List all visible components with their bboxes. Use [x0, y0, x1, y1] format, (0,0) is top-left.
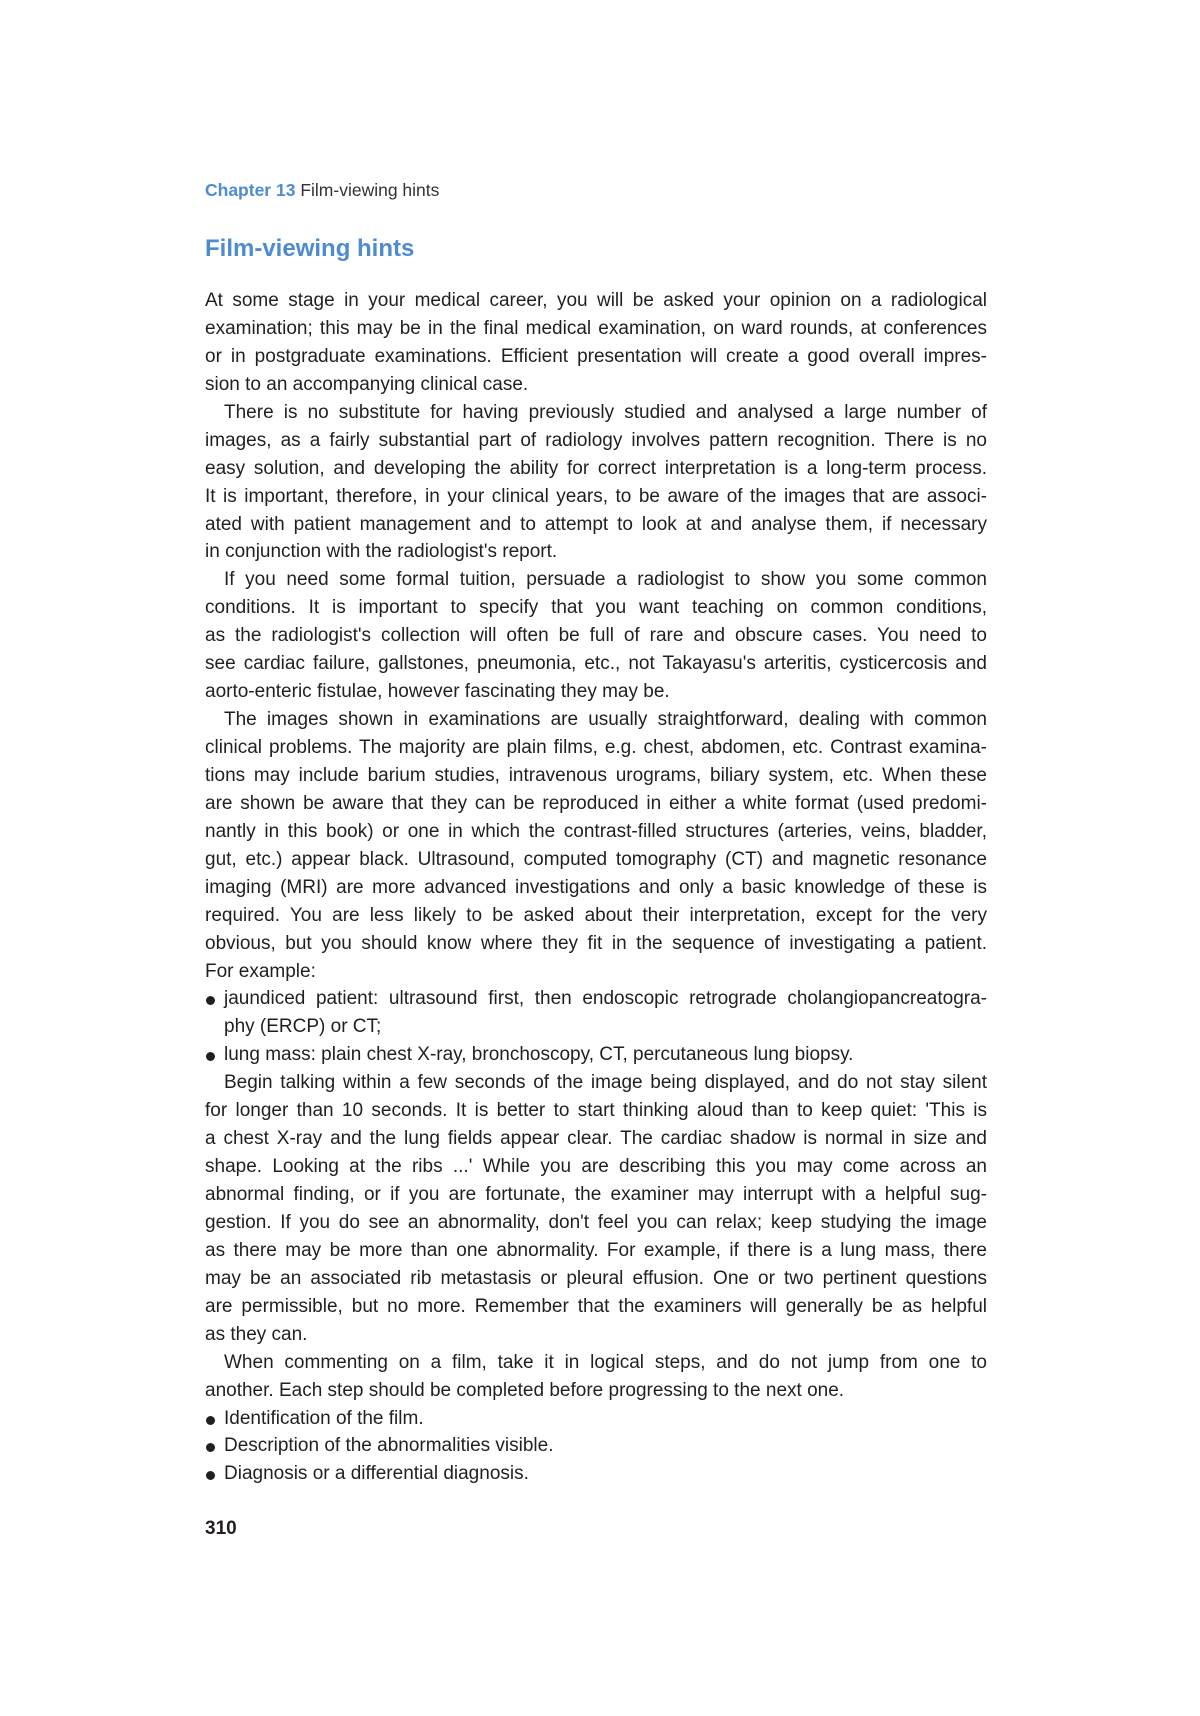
- text-line: as the radiologist's collection will often be full of rare and obscure cases. You need to: [205, 625, 987, 647]
- list-item-text: jaundiced patient: ultrasound first, then endoscopic retrograde cholangiopancreatogra-: [224, 988, 987, 1010]
- text-line: or in postgraduate examinations. Efficient presentation will create a good overall impres-: [205, 345, 987, 367]
- text-line: for longer than 10 seconds. It is better to start thinking aloud than to keep quiet: 'This is: [205, 1100, 987, 1122]
- list-item-text: Identification of the film.: [224, 1407, 424, 1429]
- text-line: easy solution, and developing the ability for correct interpretation is a long-term process.: [205, 457, 987, 479]
- text-line: as they can.: [205, 1323, 308, 1345]
- body-text: [205, 287, 987, 1488]
- text-line: abnormal finding, or if you are fortunate, the examiner may interrupt with a helpful sug-: [205, 1184, 987, 1205]
- text-line: Begin talking within a few seconds of the image being displayed, and do not stay silent: [224, 1072, 987, 1094]
- paragraph: [205, 1069, 987, 1348]
- text-line: When commenting on a film, take it in logical steps, and do not jump from one to: [224, 1351, 987, 1373]
- text-line: are permissible, but no more. Remember that the examiners will generally be as helpful: [205, 1295, 987, 1317]
- text-line: ated with patient management and to attempt to look at and analyse them, if necessary: [205, 513, 987, 535]
- text-line: obvious, but you should know where they fit in the sequence of investigating a patient.: [205, 932, 987, 954]
- paragraph: [205, 287, 987, 399]
- list-item-text: Diagnosis or a differential diagnosis.: [224, 1463, 529, 1485]
- list-item: [205, 985, 987, 1041]
- text-line: For example:: [205, 960, 316, 982]
- text-line: tions may include barium studies, intravenous urograms, biliary system, etc. When these: [205, 764, 987, 786]
- text-line: shape. Looking at the ribs ...' While you are describing this you may come across an: [205, 1156, 987, 1178]
- list-item-line: [205, 1041, 987, 1069]
- bullet-icon: [206, 996, 215, 1005]
- text-line: see cardiac failure, gallstones, pneumonia, etc., not Takayasu's arteritis, cysticercosis and: [205, 653, 987, 675]
- text-line: are shown be aware that they can be reproduced in either a white format (used predomi-: [205, 792, 987, 814]
- text-line: At some stage in your medical career, you will be asked your opinion on a radiological: [205, 290, 987, 311]
- text-line: If you need some formal tuition, persuade a radiologist to show you some common: [224, 569, 987, 591]
- bullet-list: [205, 1405, 987, 1489]
- text-line: There is no substitute for having previously studied and analysed a large number of: [224, 401, 987, 423]
- section-title: Film-viewing hints: [205, 235, 415, 262]
- text-line: conditions. It is important to specify that you want teaching on common conditions,: [205, 597, 987, 619]
- text-line: may be an associated rib metastasis or pleural effusion. One or two pertinent questions: [205, 1267, 987, 1289]
- bullet-icon: [206, 1052, 215, 1061]
- text-line: gestion. If you do see an abnormality, don't feel you can relax; keep studying the image: [205, 1211, 987, 1233]
- bullet-icon: [206, 1416, 215, 1425]
- paragraph: [205, 399, 987, 567]
- text-line: It is important, therefore, in your clinical years, to be aware of the images that are associ-: [205, 485, 987, 507]
- text-line: imaging (MRI) are more advanced investigations and only a basic knowledge of these is: [205, 876, 987, 898]
- text-line: required. You are less likely to be asked about their interpretation, except for the very: [205, 904, 987, 926]
- bullet-icon: [206, 1471, 215, 1480]
- list-item: [205, 1460, 987, 1488]
- text-line: another. Each step should be completed before progressing to the next one.: [205, 1379, 845, 1401]
- bullet-icon: [206, 1443, 215, 1452]
- chapter-title: Film-viewing hints: [300, 180, 440, 200]
- text-line: examination; this may be in the final medical examination, on ward rounds, at conferences: [205, 317, 987, 339]
- text-line: nantly in this book) or one in which the contrast-filled structures (arteries, veins, bladder,: [205, 820, 987, 842]
- text-line: images, as a fairly substantial part of radiology involves pattern recognition. There is no: [205, 429, 987, 451]
- list-item-text: lung mass: plain chest X-ray, bronchoscopy, CT, percutaneous lung biopsy.: [224, 1044, 854, 1066]
- bullet-list: [205, 985, 987, 1069]
- text-line: The images shown in examinations are usually straightforward, dealing with common: [224, 709, 987, 731]
- paragraph: [205, 706, 987, 985]
- text-line: in conjunction with the radiologist's report.: [205, 541, 558, 563]
- text-line: clinical problems. The majority are plain films, e.g. chest, abdomen, etc. Contrast examina-: [205, 737, 987, 758]
- text-line: sion to an accompanying clinical case.: [205, 373, 529, 395]
- text-line: as there may be more than one abnormality. For example, if there is a lung mass, there: [205, 1239, 987, 1261]
- list-item: [205, 1041, 987, 1069]
- text-line: aorto-enteric fistulae, however fascinating they may be.: [205, 681, 670, 703]
- chapter-label: Chapter 13: [205, 180, 296, 200]
- list-item-line: phy (ERCP) or CT;: [224, 1016, 382, 1038]
- list-item-line: [205, 985, 987, 1013]
- page-number: 310: [205, 1518, 237, 1539]
- text-line: gut, etc.) appear black. Ultrasound, computed tomography (CT) and magnetic resonance: [205, 848, 987, 870]
- paragraph: [205, 1349, 987, 1405]
- list-item: [205, 1432, 987, 1460]
- list-item: [205, 1405, 987, 1433]
- list-item-text: Description of the abnormalities visible.: [224, 1435, 554, 1457]
- paragraph: [205, 566, 987, 706]
- running-head: [205, 178, 439, 202]
- text-line: a chest X-ray and the lung fields appear clear. The cardiac shadow is normal in size and: [205, 1128, 987, 1150]
